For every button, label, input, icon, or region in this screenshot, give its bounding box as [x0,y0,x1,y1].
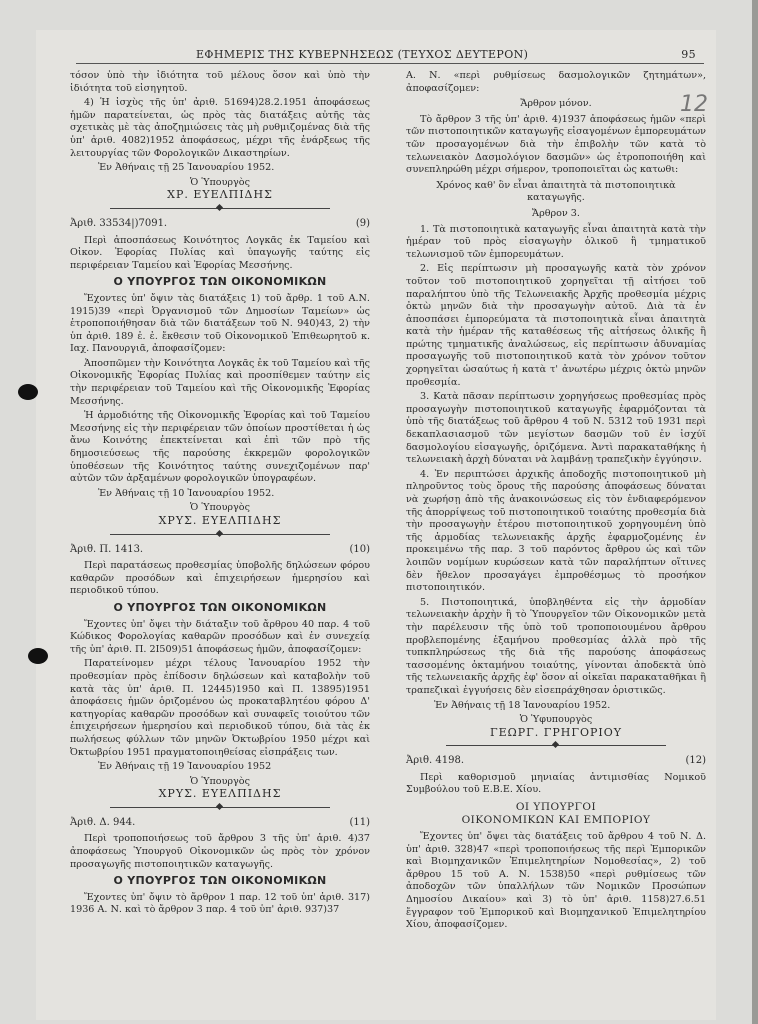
decision-number-text: Ἀριθ. 33534|)7091. [70,217,168,229]
heading-line: ΟΙΚΟΝΟΜΙΚΩΝ ΚΑΙ ΕΜΠΟΡΙΟΥ [461,814,651,827]
date-line: Ἐν Ἀθήναις τῇ 18 Ἰανουαρίου 1952. [434,699,611,711]
decision-tag: (10) [349,543,370,555]
decision-number [406,755,706,768]
signatory-name: ΓΕΩΡΓ. ΓΡΗΓΟΡΙΟΥ [489,725,623,739]
heading-line: ΟΙ ΥΠΟΥΡΓΟΙ [515,801,597,814]
signatory-role: Ὁ Ὑφυπουργὸς [519,714,593,726]
right-column [406,70,706,934]
paragraph: 1. Τὰ πιστοποιητικὰ καταγωγῆς εἶναι ἀπαιτητὰ κατὰ τὴν ἡμέραν τοῦ πρὸς εἰσαγωγὴν ὁλικοῦ ἢ τμηματικοῦ τελωνισμοῦ τῶν ἐμπορευμάτων. [406,223,706,260]
header-title: ΕΦΗΜΕΡΙΣ ΤΗΣ ΚΥΒΕΡΝΗΣΕΩΣ (ΤΕΥΧΟΣ ΔΕΥΤΕΡΟΝ) [196,48,529,61]
decision-number-text: Ἀριθ. 4198. [406,755,465,767]
section-heading: Ο ΥΠΟΥΡΓΟΣ ΤΩΝ ΟΙΚΟΝΟΜΙΚΩΝ [113,275,327,289]
decision-number-text: Ἀριθ. Δ. 944. [70,816,136,828]
article-title: Ἄρθρον μόνον. [520,98,592,110]
ornament-divider [110,803,330,811]
paragraph: 4. Ἐν περιπτώσει ἀρχικῆς ἀποδοχῆς πιστοποιητικοῦ μὴ πληροῦντος τοὺς ὅρους τῆς παρούσης ἀποφάσεως δύναται νὰ χωρήσῃ ἀπὸ τῆς ἀνακοινώσεως εἰς τὸν ἐνδιαφερόμενον τῆς ἀπορρίψεως τοῦ πιστοποιητικοῦ τοιαύτης προθεσμία διὰ τὴν προσαγωγὴν ἑτέρου πιστοποιητικοῦ χορηγουμένη ὑπὸ τῆς ἁρμοδίας τελωνειακῆς ἀρχῆς ἐφαρμοζομένης ἐν προκειμένω τῆς παρ. 3 τοῦ παρόντος ἄρθρου ὡς καὶ τῶν λοιπῶν νομίμων κυρώσεων κατὰ τῶν παραλήπτων οἵτινες δὲν ἤθελον προσαγάγει ἐμπροθέσμως τὸ προσήκον πιστοποιητικόν. [406,468,706,594]
running-header [116,48,696,61]
paragraph: 4) Ἡ ἰσχὺς τῆς ὑπ' ἀριθ. 51694)28.2.1951 ἀποφάσεως ἡμῶν παρατείνεται, ὡς πρὸς τὰς διατάξεις αὐτῆς τὰς σχετικὰς μὲ τὰς ἀποζημιώσεις τὰς μὴ ρυθμιζομένας διὰ τῆς ὑπ' ἀριθ. 4082)1952 ἀποφάσεως, μέχρι τῆς ἐνάρξεως τῆς λειτουργίας τῶν Φορολογικῶν Δικαστηρίων. [70,97,370,159]
header-rule [76,63,704,64]
paragraph: Ἔχοντες ὑπ' ὄψει τὴν διάταξιν τοῦ ἄρθρου 40 παρ. 4 τοῦ Κώδικος Φορολογίας καθαρῶν προσόδων καὶ ἐν συνεχείᾳ τῆς ὑπ' ἀριθ. Π. 2Ι509)51 ἀποφάσεως ἡμῶν, ἀποφασίζομεν: [70,618,370,655]
signatory-role: Ὁ Ὑπουργὸς [190,176,250,188]
ornament-divider [110,530,330,538]
decision-summary: Περὶ τροποποιήσεως τοῦ ἄρθρου 3 τῆς ὑπ' ἀριθ. 4)37 ἀποφάσεως Ὑπουργοῦ Οἰκονομικῶν ὡς πρὸς τὸν χρόνον προσαγωγῆς πιστοποιητικῶν καταγωγῆς. [70,833,370,870]
signatory-name: ΧΡΥΣ. ΕΥΕΛΠΙΔΗΣ [158,514,282,527]
section-heading [406,801,706,827]
paragraph: τόσον ὑπὸ τὴν ἰδιότητα τοῦ μέλους ὅσον καὶ ὑπὸ τὴν ἰδιότητα τοῦ εἰσηγητοῦ. [70,70,370,94]
punch-hole [28,648,48,664]
decision-number [70,817,370,830]
paragraph: 2. Εἰς περίπτωσιν μὴ προσαγωγῆς κατὰ τὸν χρόνον τοῦτον τοῦ πιστοποιητικοῦ χορηγεῖται τῇ αἰτήσει τοῦ παραλήπτου ὑπὸ τῆς Τελωνειακῆς Ἀρχῆς προθεσμία μέχρις ὀκτὼ μηνῶν διὰ τὴν προσαγωγὴν αὐτοῦ. Διὰ τὰ ἐν ἀποσπάσει ἐμπορεύματα τὰ πιστοποιητικὰ εἶναι ἀπαιτητὰ κατὰ τὴν ἡμέραν τῆς καταθέσεως τῆς αἰτήσεως ὁλικῆς ἢ πρώτης τμηματικῆς ἀναλώσεως, εἰς περίπτωσιν ἀδυναμίας προσαγωγῆς τοῦ πιστοποιητικοῦ κατὰ τὸν χρόνον τοῦτον χορηγεῖται ὡσαύτως ἡ κατὰ τ' ἀνωτέρω μέχρις ὀκτὼ μηνῶν προθεσμία. [406,263,706,388]
paragraph: Ἡ ἁρμοδιότης τῆς Οἰκονομικῆς Ἐφορίας καὶ τοῦ Ταμείου Μεσσήνης εἰς τὴν περιφέρειαν τῶν ὁποίων προστίθεται ἡ ὡς ἄνω Κοινότης ἐπεκτείνεται καὶ ἐπὶ τῶν πρὸ τῆς δημοσιεύσεως τῆς παρούσης ἐκκρεμῶν φορολογικῶν ὑποθέσεων τῆς Κοινότητος ταύτης συνεχιζομένων παρ' αὐτῶν τῶν ἀρξαμένων φορολογικῶν ὑπογραφέων. [70,410,370,485]
quoted-heading: Χρόνος καθ' ὃν εἶναι ἀπαιτητὰ τὰ πιστοποιητικὰ καταγωγῆς. [436,179,676,204]
paragraph: Ἔχοντες ὑπ' ὄψιν τὸ ἄρθρον 1 παρ. 12 τοῦ ὑπ' ἀριθ. 317) 1936 Α. Ν. καὶ τὸ ἄρθρον 3 παρ. 4 τοῦ ὑπ' ἀριθ. 937)37 [70,891,370,916]
paragraph: Α. Ν. «περὶ ρυθμίσεως δασμολογικῶν ζητημάτων», ἀποφασίζομεν: [406,70,706,94]
paragraph: Τὸ ἄρθρον 3 τῆς ὑπ' ἀριθ. 4)1937 ἀποφάσεως ἡμῶν «περὶ τῶν πιστοποιητικῶν καταγωγῆς εἰσαγομένων ἐμπορευμάτων τῶν προσαγομένων διὰ τὴν ἐπιβολὴν τῶν κατὰ τὸ τελωνειακὸν Δασμολόγιον δασμῶν» ὡς ἐτροποποιήθη καὶ συνεπληρώθη μέχρι σήμερον, τροποποιεῖται ὡς κατωθι: [406,113,706,176]
page-number: 95 [681,48,696,61]
section-heading: Ο ΥΠΟΥΡΓΟΣ ΤΩΝ ΟΙΚΟΝΟΜΙΚΩΝ [113,600,327,614]
paragraph: 3. Κατὰ πᾶσαν περίπτωσιν χορηγήσεως προθεσμίας πρὸς προσαγωγὴν πιστοποιητικοῦ καταγωγῆς ἐφαρμόζονται τὰ ὑπὸ τῆς διατάξεως τοῦ ἄρθρου 4 τοῦ Ν. 5312 τοῦ 1931 περὶ δεκαπλασιασμοῦ τῶν μεγίστων δασμῶν τοῦ ἐν ἰσχύϊ δασμολογίου εἰσαγωγῆς, ὁριζόμενα. Ἀντὶ παρακαταθήκης ἡ τελωνειακὴ ἀρχὴ δύναται νὰ λαμβάνῃ τραπεζικὴν ἐγγύησιν. [406,391,706,466]
article-number: Ἄρθρον 3. [532,207,580,219]
paragraph: 5. Πιστοποιητικά, ὑποβληθέντα εἰς τὴν ἁρμοδίαν τελωνειακὴν ἀρχὴν ἢ τὸ Ὑπουργεῖον τῶν Οἰκονομικῶν μετὰ τὴν παρέλευσιν τῆς ὑπὸ τοῦ τροποποιουμένου ἄρθρου προβλεπομένης ἑξαμήνου προθεσμίας ἀλλὰ πρὸ τῆς τυπκπληρώσεως τῆς διὰ τῆς παρούσης ἀποφάσεως τασσομένης ὀκταμήνου τοιαύτης, γίνονται ἀποδεκτὰ ὑπὸ τῆς τελωνειακῆς ἀρχῆς ἐφ' ὅσον αἱ οἰκεῖαι παρακαταθῆκαι ἢ τραπεζικαὶ ἐγγυήσεις δὲν εἰσεπράχθησαν ὁριστικῶς. [406,596,706,696]
paragraph: Παρατείνομεν μέχρι τέλους Ἰανουαρίου 1952 τὴν προθεσμίαν πρὸς ἐπίδοσιν δηλώσεων καὶ καταβολὴν τοῦ κατὰ τὰς ὑπ' ἀριθ. Π. 12445)1950 καὶ Π. 13895)1951 ἀποφάσεις ἡμῶν ὁριζομένου ὡς προκαταβλητέου φόρου Δ' κατηγορίας καθαρῶν προσόδων καὶ συναφεῖς τοιούτου τῶν ἐπιχειρήσεων ἡμερησίου καὶ περιοδικοῦ τύπου, διὰ τὰς ἐκ πωλήσεως φύλλων τῶν μηνῶν Ὀκτωβρίου 1950 μέχρι καὶ Ὀκτωβρίου 1951 πραγματοποιηθείσας εἰσπράξεις των. [70,658,370,758]
paragraph: Ἀποσπῶμεν τὴν Κοινότητα Λογκᾶς ἐκ τοῦ Ταμείου καὶ τῆς Οἰκονομικῆς Ἐφορίας Πυλίας καὶ προσπίθεμεν ταύτην εἰς τὴν περιφέρειαν τοῦ Ταμείου καὶ τῆς Οἰκονομικῆς Ἐφορίας Μεσσήνης. [70,357,370,407]
date-line: Ἐν Ἀθήναις τῇ 10 Ἰανουαρίου 1952. [98,487,275,499]
page-edge [752,0,758,1024]
decision-number [70,544,370,557]
decision-summary: Περὶ παρατάσεως προθεσμίας ὑποβολῆς δηλώσεων φόρου καθαρῶν προσόδων καὶ ἐπιχειρήσεων ἡμερησίου καὶ περιοδικοῦ τύπου. [70,560,370,597]
decision-tag: (12) [685,755,706,767]
ornament-divider [446,741,666,749]
decision-tag: (11) [349,816,370,828]
punch-hole [18,384,38,400]
decision-tag: (9) [355,217,370,229]
signatory-role: Ὁ Ὑπουργὸς [190,775,250,787]
paragraph: Ἔχοντες ὑπ' ὄψει τὰς διατάξεις τοῦ ἄρθρου 4 τοῦ Ν. Δ. ὑπ' ἀριθ. 328)47 «περὶ τροποποιήσεως τῆς περὶ Ἐμπορικῶν καὶ Βιομηχανικῶν Ἐπιμελητηρίων Νομοθεσίας», 2) τοῦ ἄρθρου 15 τοῦ Α. Ν. 1538)50 «περὶ ρυθμίσεως τῶν ἀποδοχῶν τῶν ὑπαλλήλων τῶν Νομικῶν Προσώπων Δημοσίου Δικαίου» καὶ 3) τὸ ὑπ' ἀριθ. 1158)27.6.51 ἔγγραφον τοῦ Ἐμπορικοῦ καὶ Βιομηχανικοῦ Ἐπιμελητηρίου Χίου, ἀποφασίζομεν. [406,831,706,931]
decision-number [70,218,370,231]
date-line: Ἐν Ἀθήναις τῇ 19 Ἰανουαρίου 1952 [98,761,272,773]
decision-number-text: Ἀριθ. Π. 1413. [70,543,144,555]
gazette-page [36,30,716,1020]
section-heading: Ο ΥΠΟΥΡΓΟΣ ΤΩΝ ΟΙΚΟΝΟΜΙΚΩΝ [113,874,327,888]
paragraph: Ἔχοντες ὑπ' ὄψιν τὰς διατάξεις 1) τοῦ ἄρθρ. 1 τοῦ Α.Ν. 1915)39 «περὶ Ὀργανισμοῦ τῶν Δημοσίων Ταμείων» ὡς ἐτροποποιήθησαν διὰ τῶν διατάξεων τοῦ Ν. 940)43, 2) τὴν ὑπ ἀριθ. 189 ἐ. ἐ. ἔκθεσιν τοῦ Οἰκονομικοῦ Ἐπιθεωρητοῦ κ. Ιαχ. Πανουργιᾶ, ἀποφασίζομεν: [70,292,370,355]
signatory-name: ΧΡ. ΕΥΕΛΠΙΔΗΣ [167,188,273,202]
ornament-divider [110,204,330,212]
date-line: Ἐν Ἀθήναις τῇ 25 Ἰανουαρίου 1952. [98,162,275,174]
left-column [70,70,370,919]
decision-summary: Περὶ ἀποσπάσεως Κοινότητος Λογκᾶς ἐκ Ταμείου καὶ Οἰκον. Ἐφορίας Πυλίας καὶ ὑπαγωγῆς ταύτης εἰς περιφέρειαν Ταμείου καὶ Ἐφορίας Μεσσήνης. [70,234,370,271]
handwritten-margin-note: 12 [680,92,708,117]
signatory-name: ΧΡΥΣ. ΕΥΕΛΠΙΔΗΣ [158,787,282,801]
signatory-role: Ὁ Ὑπουργὸς [190,502,250,514]
decision-summary: Περὶ καθορισμοῦ μηνιαίας ἀντιμισθίας Νομικοῦ Συμβούλου τοῦ Ε.Β.Ε. Χίου. [406,771,706,796]
